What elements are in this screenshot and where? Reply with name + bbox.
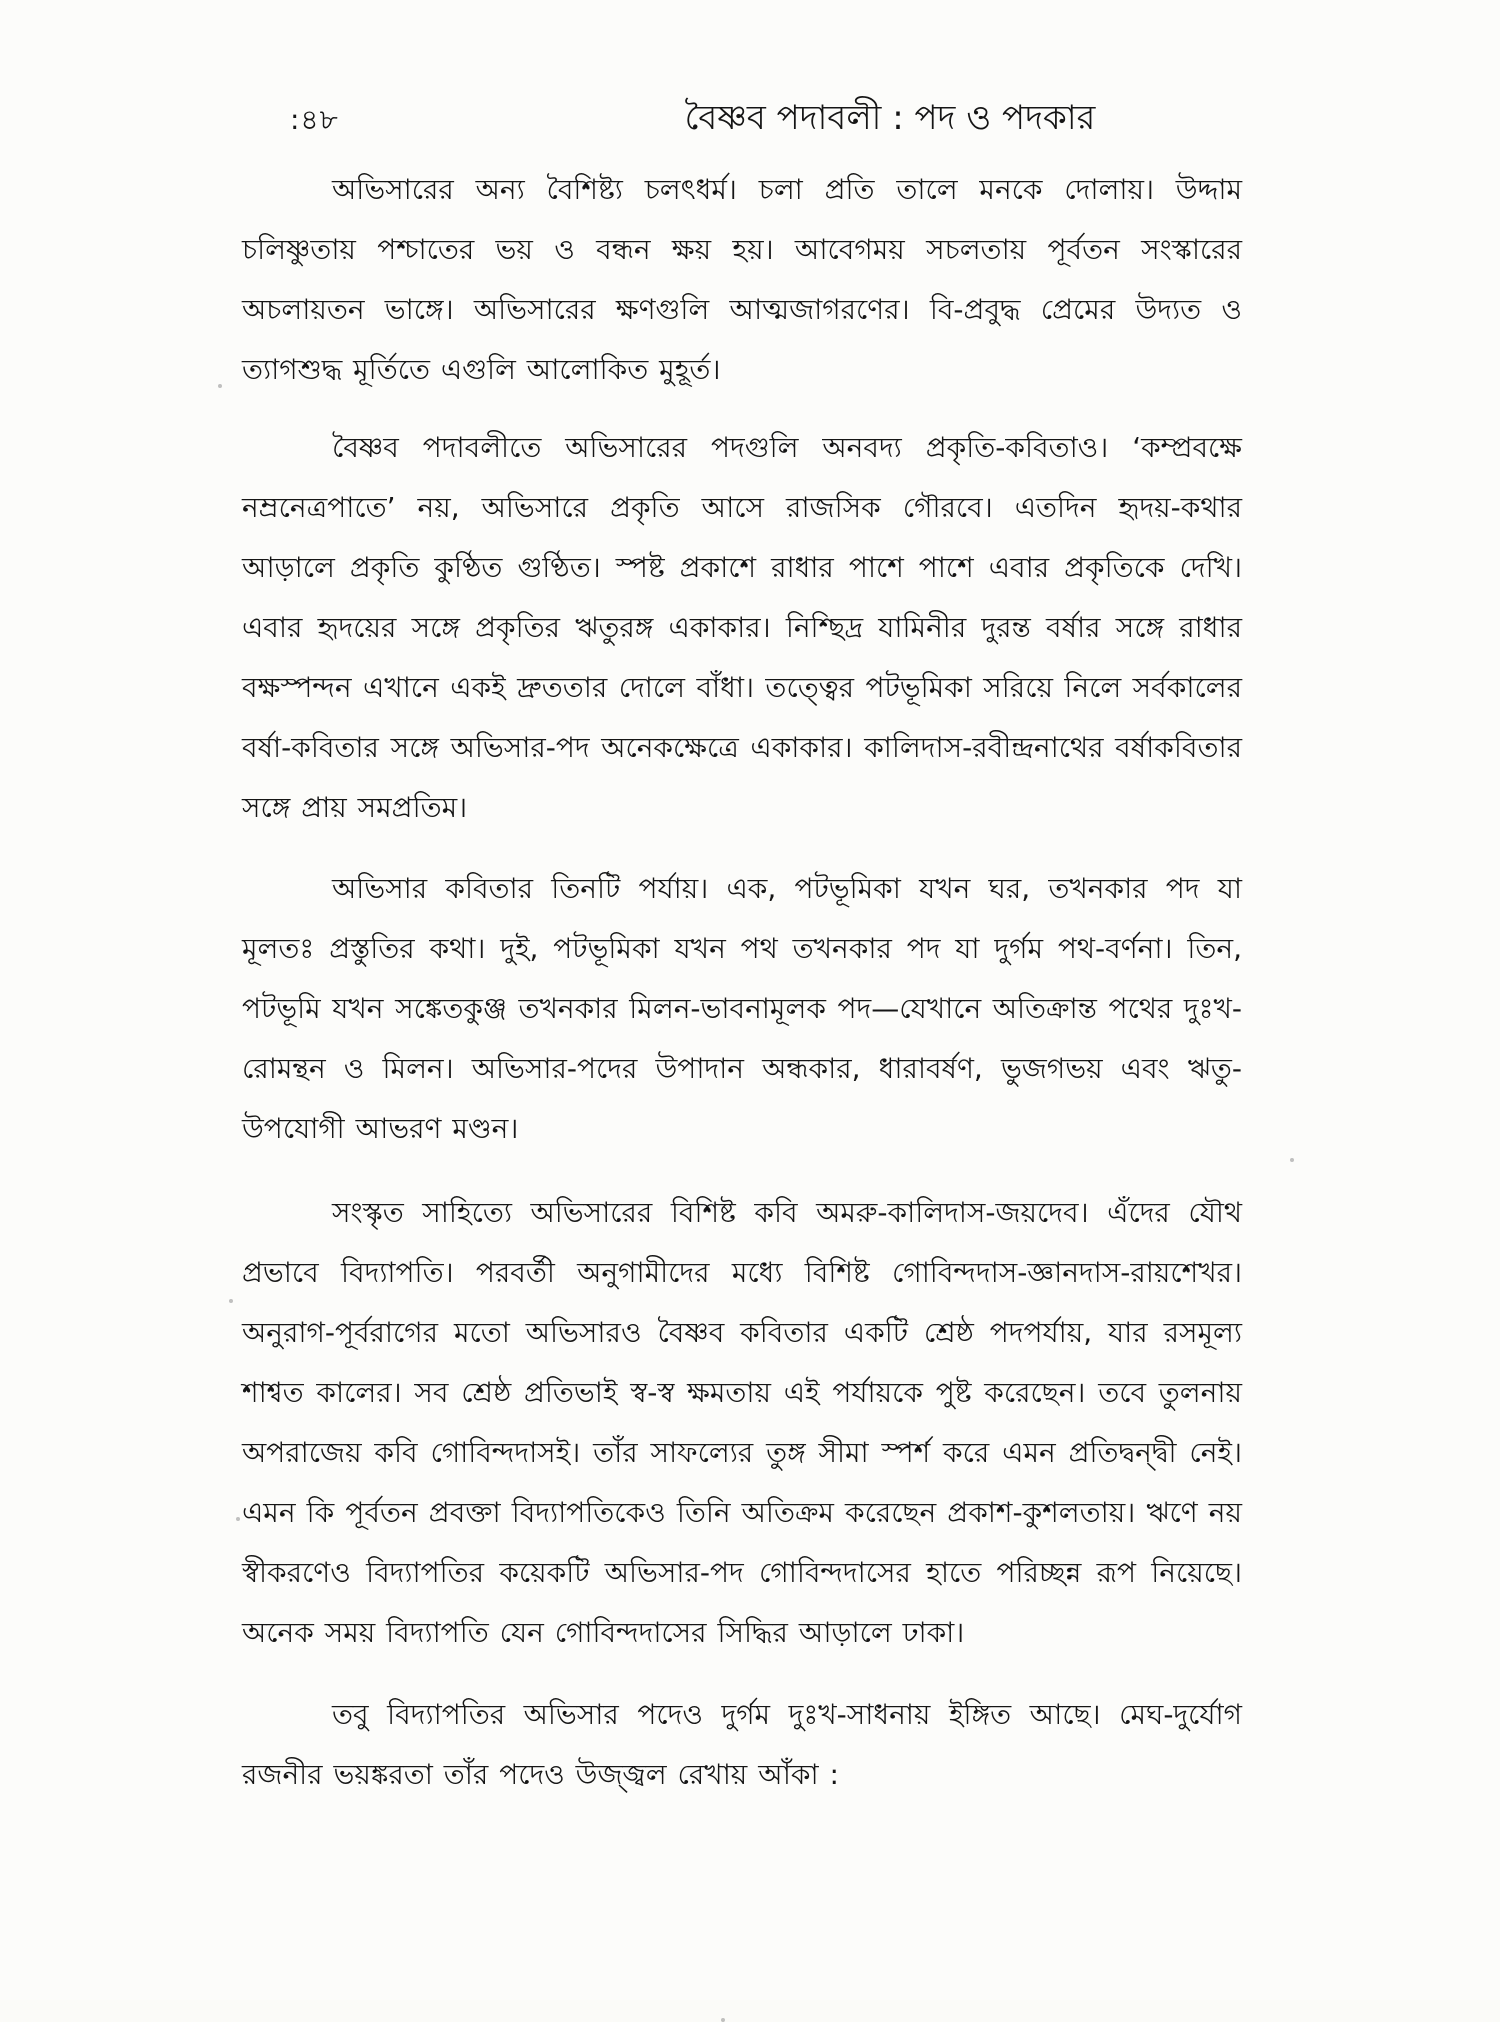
running-title: বৈষ্ণব পদাবলী : পদ ও পদকার [684, 98, 1096, 138]
print-speck [1290, 1158, 1294, 1162]
paragraph-vidyapati-ending: তবু বিদ্যাপতির অভিসার পদেও দুর্গম দুঃখ-সাধনায় ইঙ্গিত আছে। মেঘ-দুর্যোগ রজনীর ভয়ঙ্করতা তাঁর পদেও উজ্জ্বল রেখায় আঁকা : [242, 1698, 1242, 1791]
print-speck [721, 2018, 725, 2022]
paragraph-nature-poetry: বৈষ্ণব পদাবলীতে অভিসারের পদগুলি অনবদ্য প্রকৃতি-কবিতাও। ‘কম্প্রবক্ষে নম্রনেত্রপাতে’ নয়, অভিসারে প্রকৃতি আসে রাজসিক গৌরবে। এতদিন হৃদয়-কথার আড়ালে প্রকৃতি কুণ্ঠিত গুণ্ঠিত। স্পষ্ট প্রকাশে রাধার পাশে পাশে এবার প্রকৃতিকে দেখি। এবার হৃদয়ের সঙ্গে প্রকৃতির ঋতুরঙ্গ একাকার। নিশ্ছিদ্র যামিনীর দুরন্ত বর্ষার সঙ্গে রাধার বক্ষস্পন্দন এখানে একই দ্রুততার দোলে বাঁধা। তত্ত্বের পটভূমিকা সরিয়ে নিলে সর্বকালের বর্ষা-কবিতার সঙ্গে অভিসার-পদ অনেকক্ষেত্রে একাকার। কালিদাস-রবীন্দ্রনাথের বর্ষাকবিতার সঙ্গে প্রায় সমপ্রতিম। [242, 431, 1242, 824]
paragraph-three-stages: অভিসার কবিতার তিনটি পর্যায়। এক, পটভূমিকা যখন ঘর, তখনকার পদ যা মূলতঃ প্রস্তুতির কথা। দুই, পটভূমিকা যখন পথ তখনকার পদ যা দুর্গম পথ-বর্ণনা। তিন, পটভূমি যখন সঙ্কেতকুঞ্জ তখনকার মিলন-ভাবনামূলক পদ—যেখানে অতিক্রান্ত পথের দুঃখ-রোমন্থন ও মিলন। অভিসার-পদের উপাদান অন্ধকার, ধারাবর্ষণ, ভুজগভয় এবং ঋতু-উপযোগী আভরণ মণ্ডন। [242, 872, 1242, 1145]
paragraph-sanskrit-poets: সংস্কৃত সাহিত্যে অভিসারের বিশিষ্ট কবি অমরু-কালিদাস-জয়দেব। এঁদের যৌথ প্রভাবে বিদ্যাপতি। পরবর্তী অনুগামীদের মধ্যে বিশিষ্ট গোবিন্দদাস-জ্ঞানদাস-রায়শেখর। অনুরাগ-পূর্বরাগের মতো অভিসারও বৈষ্ণব কবিতার একটি শ্রেষ্ঠ পদপর্যায়, যার রসমূল্য শাশ্বত কালের। সব শ্রেষ্ঠ প্রতিভাই স্ব-স্ব ক্ষমতায় এই পর্যায়কে পুষ্ট করেছেন। তবে তুলনায় অপরাজেয় কবি গোবিন্দদাসই। তাঁর সাফল্যের তুঙ্গ সীমা স্পর্শ করে এমন প্রতিদ্বন্দ্বী নেই। এমন কি পূর্বতন প্রবক্তা বিদ্যাপতিকেও তিনি অতিক্রম করেছেন প্রকাশ-কুশলতায়। ঋণে নয় স্বীকরণেও বিদ্যাপতির কয়েকটি অভিসার-পদ গোবিন্দদাসের হাতে পরিচ্ছন্ন রূপ নিয়েছে। অনেক সময় বিদ্যাপতি যেন গোবিন্দদাসের সিদ্ধির আড়ালে ঢাকা। [242, 1196, 1242, 1649]
paragraph-abhisar-motion: অভিসারের অন্য বৈশিষ্ট্য চলৎধর্ম। চলা প্রতি তালে মনকে দোলায়। উদ্দাম চলিষ্ণুতায় পশ্চাতের ভয় ও বন্ধন ক্ষয় হয়। আবেগময় সচলতায় পূর্বতন সংস্কারের অচলায়তন ভাঙ্গে। অভিসারের ক্ষণগুলি আত্মজাগরণের। বি-প্রবুদ্ধ প্রেমের উদ্যত ও ত্যাগশুদ্ধ মূর্তিতে এগুলি আলোকিত মুহূর্ত। [242, 173, 1242, 386]
body-text [242, 160, 1242, 1805]
print-speck [236, 1517, 240, 1521]
page-number: :৪৮ [290, 103, 339, 136]
print-speck [218, 384, 222, 388]
page-header [290, 88, 1245, 138]
print-speck [229, 1299, 233, 1303]
